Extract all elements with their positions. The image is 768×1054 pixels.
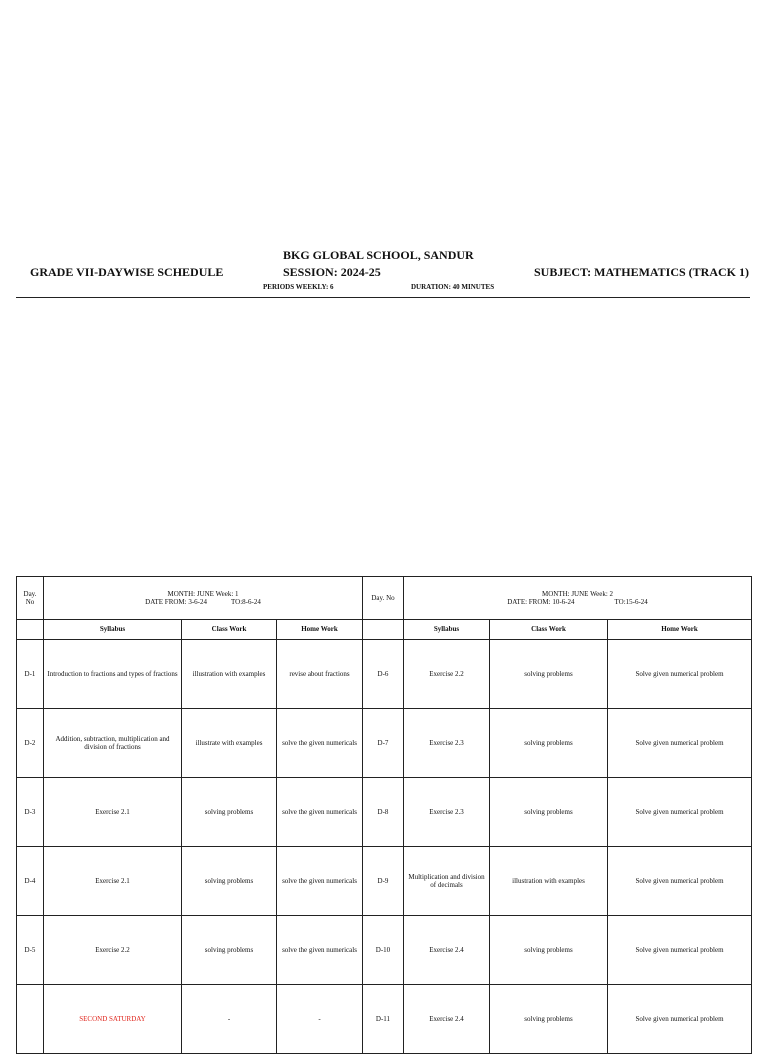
classwork-right: illustration with examples [490, 847, 608, 916]
syllabus-right: Exercise 2.4 [404, 985, 490, 1054]
day-left: D-3 [17, 778, 44, 847]
day-left: D-2 [17, 709, 44, 778]
week2-month: MONTH: JUNE Week: 2 [541, 589, 614, 598]
day-right: D-8 [363, 778, 404, 847]
homework-left: solve the given numericals [277, 778, 363, 847]
col-syllabus-left: Syllabus [44, 620, 182, 640]
table-row [17, 709, 752, 778]
classwork-left: illustrate with examples [182, 709, 277, 778]
school-name: BKG GLOBAL SCHOOL, SANDUR [283, 248, 474, 262]
classwork-left: illustration with examples [182, 640, 277, 709]
classwork-right: solving problems [490, 985, 608, 1054]
syllabus-right: Multiplication and division of decimals [404, 847, 490, 916]
week1-month: MONTH: JUNE Week: 1 [167, 589, 239, 598]
blank-header-cell [17, 620, 44, 640]
syllabus-right: Exercise 2.2 [404, 640, 490, 709]
day-left: D-1 [17, 640, 44, 709]
week1-date-to: TO:8-6-24 [231, 598, 261, 606]
session-label: SESSION: 2024-25 [283, 265, 381, 279]
day-right: D-10 [363, 916, 404, 985]
col-homework-left: Home Work [277, 620, 363, 640]
day-right: D-11 [363, 985, 404, 1054]
syllabus-right: Exercise 2.3 [404, 709, 490, 778]
col-homework-right: Home Work [608, 620, 752, 640]
syllabus-right: Exercise 2.3 [404, 778, 490, 847]
column-header-row [17, 620, 752, 640]
classwork-right: solving problems [490, 778, 608, 847]
col-syllabus-right: Syllabus [404, 620, 490, 640]
day-no-header-left: Day. No [17, 577, 44, 620]
classwork-right: solving problems [490, 640, 608, 709]
day-right: D-6 [363, 640, 404, 709]
col-classwork-left: Class Work [182, 620, 277, 640]
week-header-row [17, 577, 752, 620]
subject-label: SUBJECT: MATHEMATICS (TRACK 1) [534, 265, 750, 279]
day-right: D-7 [363, 709, 404, 778]
syllabus-left: Addition, subtraction, multiplication and division of fractions [44, 709, 182, 778]
day-right: D-9 [363, 847, 404, 916]
homework-right: Solve given numerical problem [608, 985, 752, 1054]
homework-left: solve the given numericals [277, 847, 363, 916]
homework-right: Solve given numerical problem [608, 916, 752, 985]
classwork-left: solving problems [182, 778, 277, 847]
homework-left: solve the given numericals [277, 709, 363, 778]
day-left: D-4 [17, 847, 44, 916]
syllabus-left: Exercise 2.1 [44, 847, 182, 916]
week2-date-to: TO:15-6-24 [614, 598, 648, 606]
schedule-table [16, 576, 752, 1054]
homework-right: Solve given numerical problem [608, 847, 752, 916]
grade-title: GRADE VII-DAYWISE SCHEDULE [30, 265, 224, 279]
syllabus-right: Exercise 2.4 [404, 916, 490, 985]
syllabus-left: Exercise 2.2 [44, 916, 182, 985]
classwork-right: solving problems [490, 916, 608, 985]
syllabus-left: Exercise 2.1 [44, 778, 182, 847]
homework-right: Solve given numerical problem [608, 640, 752, 709]
table-row [17, 847, 752, 916]
homework-right: Solve given numerical problem [608, 778, 752, 847]
syllabus-left: Introduction to fractions and types of fractions [44, 640, 182, 709]
classwork-left: solving problems [182, 847, 277, 916]
day-left: D-5 [17, 916, 44, 985]
day-left [17, 985, 44, 1054]
col-classwork-right: Class Work [490, 620, 608, 640]
blank-header-cell [363, 620, 404, 640]
week2-date-from: DATE: FROM: 10-6-24 [507, 598, 575, 606]
table-row [17, 778, 752, 847]
homework-left: revise about fractions [277, 640, 363, 709]
holiday-label: SECOND SATURDAY [44, 985, 182, 1054]
periods-weekly: PERIODS WEEKLY: 6 [263, 283, 334, 291]
week1-header [44, 577, 363, 620]
table-row [17, 985, 752, 1054]
table-row [17, 640, 752, 709]
day-no-header-right: Day. No [363, 577, 404, 620]
duration-label: DURATION: 40 MINUTES [411, 283, 495, 291]
homework-left: - [277, 985, 363, 1054]
homework-right: Solve given numerical problem [608, 709, 752, 778]
classwork-right: solving problems [490, 709, 608, 778]
header-divider [16, 297, 750, 298]
classwork-left: solving problems [182, 916, 277, 985]
week2-header [404, 577, 752, 620]
week1-date-from: DATE FROM: 3-6-24 [145, 598, 208, 606]
table-row [17, 916, 752, 985]
classwork-left: - [182, 985, 277, 1054]
homework-left: solve the given numericals [277, 916, 363, 985]
